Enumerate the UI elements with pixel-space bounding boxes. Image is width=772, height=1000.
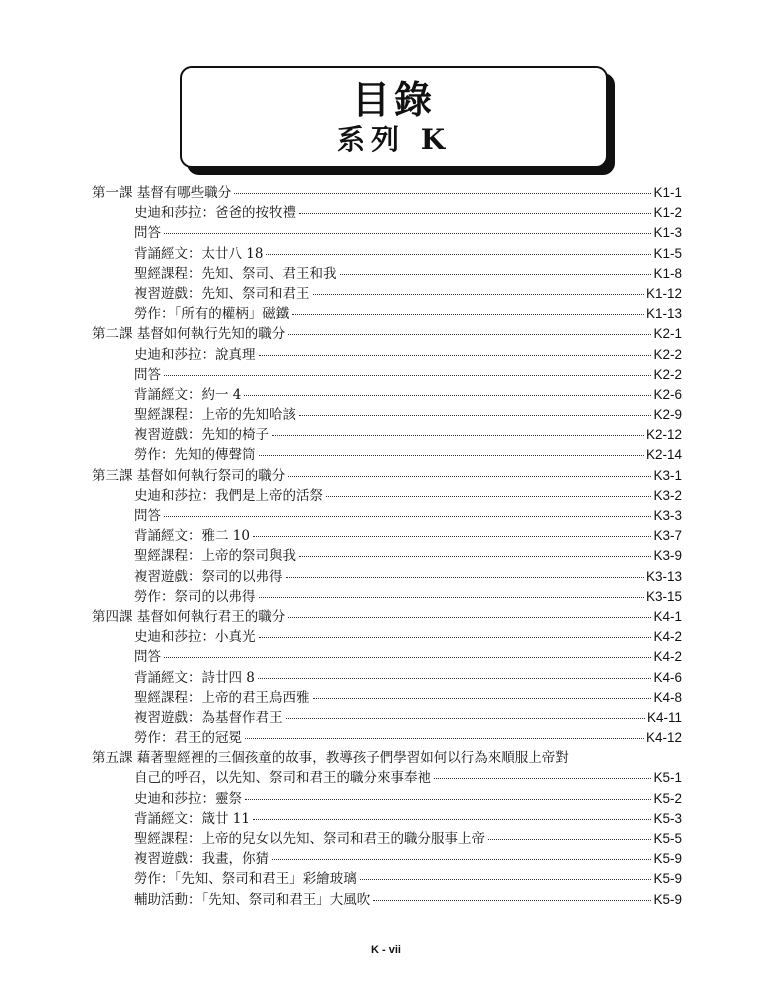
toc-entry [92, 423, 682, 443]
toc-lesson-entry [92, 181, 682, 201]
dot-leader [164, 233, 651, 234]
toc-entry [92, 504, 682, 524]
toc-entry-page: K5-9 [653, 871, 682, 887]
toc-entry-title: 聖經課程：上帝的兒女以先知、祭司和君王的職分服事上帝 [134, 831, 485, 847]
series-subtitle: 系列 K [336, 123, 452, 156]
dot-leader [272, 859, 651, 860]
dot-leader [164, 516, 651, 517]
toc-entry-page: K3-15 [645, 588, 682, 604]
toc-entry-title: 勞作：先知的傳聲筒 [134, 447, 256, 464]
toc-entry-page: K2-2 [653, 366, 682, 382]
dot-leader [434, 778, 651, 779]
dot-leader [253, 819, 651, 820]
title-box [180, 66, 608, 168]
toc-entry-page: K3-13 [645, 568, 682, 584]
toc-entry [92, 363, 682, 383]
toc-entry [92, 726, 682, 746]
toc-entry-title: 問答 [134, 366, 161, 383]
dot-leader [288, 617, 651, 618]
toc-entry-page: K4-8 [653, 689, 682, 705]
dot-leader [313, 294, 644, 295]
dot-leader [259, 455, 644, 456]
toc-entry-title: 複習遊戲：為基督作君王 [134, 709, 283, 726]
dot-leader [292, 314, 644, 315]
toc-entry [92, 585, 682, 605]
toc-entry-page: K2-6 [653, 386, 682, 402]
table-of-contents [92, 181, 682, 908]
dot-leader [299, 556, 651, 557]
dot-leader [488, 839, 651, 840]
toc-entry-title: 背誦經文：箴廿 11 [134, 810, 250, 827]
dot-leader [266, 254, 651, 255]
toc-entry [92, 766, 682, 786]
toc-entry-page: K4-11 [646, 709, 682, 725]
toc-entry [92, 847, 682, 867]
toc-entry-page: K4-12 [645, 730, 682, 746]
dot-leader [164, 375, 651, 376]
toc-entry [92, 544, 682, 564]
toc-entry-page: K2-2 [653, 346, 682, 362]
toc-lesson-entry [92, 605, 682, 625]
toc-entry-page: K4-2 [653, 629, 682, 645]
dot-leader [259, 637, 652, 638]
toc-entry [92, 666, 682, 686]
toc-entry-page: K1-5 [653, 245, 682, 261]
toc-entry [92, 221, 682, 241]
toc-entry-title: 自己的呼召，以先知、祭司和君王的職分來事奉祂 [134, 770, 431, 787]
toc-entry [92, 787, 682, 807]
dot-leader [245, 738, 644, 739]
toc-entry-page: K1-8 [653, 265, 682, 281]
dot-leader [245, 799, 651, 800]
toc-entry [92, 888, 682, 908]
dot-leader [253, 536, 651, 537]
dot-leader [258, 678, 652, 679]
toc-entry [92, 867, 682, 887]
toc-entry-title: 聖經課程：上帝的君王烏西雅 [134, 689, 310, 706]
toc-entry-title: 複習遊戲：先知的椅子 [134, 427, 269, 444]
dot-leader [299, 213, 651, 214]
toc-entry-title: 勞作：君王的冠冕 [134, 730, 242, 747]
toc-entry-title: 第三課 基督如何執行祭司的職分 [92, 467, 286, 484]
toc-entry [92, 403, 682, 423]
toc-entry [92, 524, 682, 544]
dot-leader [259, 597, 644, 598]
toc-entry-title: 勞作：「所有的權柄」磁鐵 [134, 306, 290, 323]
toc-entry-page: K4-6 [653, 669, 682, 685]
toc-entry [92, 343, 682, 363]
dot-leader [164, 657, 651, 658]
toc-entry-title: 第一課 基督有哪些職分 [92, 185, 232, 201]
toc-entry [92, 262, 682, 282]
toc-entry-page: K5-2 [653, 790, 682, 806]
toc-entry-title: 第四課 基督如何執行君王的職分 [92, 608, 286, 625]
toc-lesson-entry [92, 746, 682, 766]
toc-entry-title: 勞作：「先知、祭司和君王」彩繪玻璃 [134, 871, 357, 888]
dot-leader [360, 879, 652, 880]
toc-entry-page: K5-1 [653, 770, 682, 786]
toc-entry [92, 443, 682, 463]
toc-entry-page: K3-9 [653, 548, 682, 564]
page-title: 目錄 [351, 78, 436, 122]
toc-entry-page: K4-1 [653, 608, 682, 624]
toc-entry-title: 問答 [134, 649, 161, 666]
toc-entry-title: 史迪和莎拉：說真理 [134, 346, 256, 363]
toc-entry-title: 背誦經文：詩廿四 8 [134, 669, 255, 686]
toc-entry [92, 565, 682, 585]
toc-entry-page: K5-5 [653, 831, 682, 846]
toc-entry [92, 827, 682, 847]
toc-entry-title: 聖經課程：上帝的先知哈該 [134, 407, 296, 424]
dot-leader [272, 435, 644, 436]
toc-entry-page: K1-12 [645, 285, 682, 301]
toc-entry-page: K3-3 [653, 508, 682, 523]
toc-entry-title: 複習遊戲：我畫，你猜 [134, 851, 269, 868]
dot-leader [259, 355, 652, 356]
toc-entry [92, 302, 682, 322]
dot-leader [288, 334, 651, 335]
toc-entry [92, 242, 682, 262]
toc-entry [92, 706, 682, 726]
dot-leader [340, 274, 652, 275]
toc-entry-title: 問答 [134, 508, 161, 524]
dot-leader [299, 415, 651, 416]
toc-entry-page: K2-1 [653, 326, 682, 342]
toc-entry-page: K2-14 [645, 447, 682, 463]
dot-leader [326, 496, 651, 497]
dot-leader [288, 476, 651, 477]
toc-entry-page: K5-9 [653, 891, 682, 907]
toc-entry [92, 807, 682, 827]
toc-entry-title: 複習遊戲：祭司的以弗得 [134, 568, 283, 585]
toc-entry-page: K2-9 [653, 407, 682, 423]
toc-entry-title: 複習遊戲：先知、祭司和君王 [134, 285, 310, 302]
toc-entry-title: 勞作：祭司的以弗得 [134, 588, 256, 605]
toc-entry-page: K1-1 [653, 185, 682, 200]
toc-entry-title: 背誦經文：雅二 10 [134, 528, 250, 545]
toc-entry-title: 聖經課程：上帝的祭司與我 [134, 548, 296, 565]
toc-entry-page: K1-2 [653, 205, 682, 221]
toc-entry [92, 625, 682, 645]
toc-entry-page: K3-2 [653, 487, 682, 503]
toc-entry-title: 史迪和莎拉：小真光 [134, 629, 256, 646]
page-number: K - vii [371, 944, 401, 956]
toc-entry [92, 383, 682, 403]
toc-entry-title: 史迪和莎拉：靈祭 [134, 790, 242, 807]
toc-entry-title: 第五課 藉著聖經裡的三個孩童的故事，教導孩子們學習如何以行為來順服上帝對 [92, 750, 569, 767]
toc-entry-title: 史迪和莎拉：我們是上帝的活祭 [134, 487, 323, 504]
dot-leader [286, 718, 645, 719]
toc-lesson-entry [92, 464, 682, 484]
toc-entry-page: K1-3 [653, 225, 682, 241]
dot-leader [244, 395, 651, 396]
toc-entry-title: 問答 [134, 225, 161, 242]
toc-entry-title: 聖經課程：先知、祭司、君王和我 [134, 265, 337, 282]
dot-leader [313, 698, 652, 699]
dot-leader [234, 193, 651, 194]
toc-entry-title: 輔助活動：「先知、祭司和君王」大風吹 [134, 891, 371, 908]
toc-entry-page: K1-13 [645, 306, 682, 322]
toc-entry-page: K2-12 [645, 427, 682, 443]
toc-entry-page: K5-3 [653, 810, 682, 826]
dot-leader [286, 577, 644, 578]
toc-entry-page: K4-2 [653, 649, 682, 665]
toc-lesson-entry [92, 322, 682, 342]
toc-entry [92, 484, 682, 504]
toc-entry-title: 史迪和莎拉：爸爸的按牧禮 [134, 205, 296, 222]
toc-entry-title: 第二課 基督如何執行先知的職分 [92, 326, 286, 343]
toc-entry-page: K5-9 [653, 851, 682, 867]
toc-entry-page: K3-1 [653, 467, 682, 483]
dot-leader [373, 900, 651, 901]
toc-entry [92, 686, 682, 706]
toc-entry [92, 645, 682, 665]
toc-entry [92, 282, 682, 302]
toc-entry-title: 背誦經文：太廿八 18 [134, 245, 264, 262]
toc-entry [92, 201, 682, 221]
toc-entry-title: 背誦經文：約一 4 [134, 386, 242, 403]
toc-entry-page: K3-7 [653, 528, 682, 544]
